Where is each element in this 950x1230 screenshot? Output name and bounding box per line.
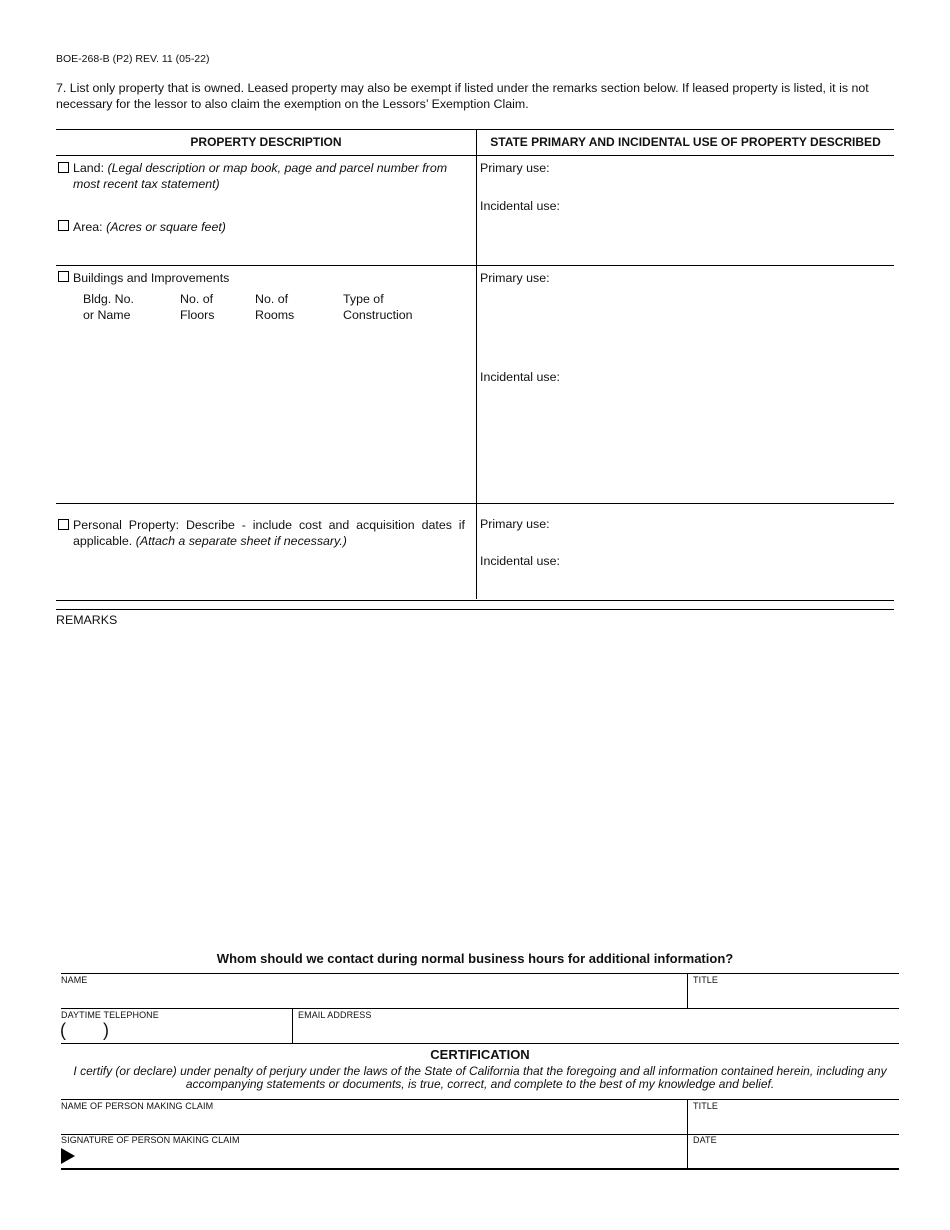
area-checkbox[interactable] [58, 220, 69, 231]
certification-title: CERTIFICATION [430, 1047, 530, 1062]
remarks-rule [56, 609, 894, 610]
email-label: EMAIL ADDRESS [298, 1010, 372, 1020]
claimant-name-label: NAME OF PERSON MAKING CLAIM [61, 1101, 214, 1111]
land-hint: (Legal description or map book, page and parcel number from most recent tax statement) [73, 161, 448, 191]
personal-incidental-use-label: Incidental use: [480, 554, 560, 568]
header-use: STATE PRIMARY AND INCIDENTAL USE OF PROPERTY DESCRIBED [490, 135, 881, 149]
buildings-incidental-use-label: Incidental use: [480, 370, 560, 384]
remarks-field[interactable] [56, 630, 894, 930]
table-divider [476, 129, 477, 599]
buildings-checkbox[interactable] [58, 271, 69, 282]
buildings-primary-use-label: Primary use: [480, 271, 550, 285]
column-bldg-name: Bldg. No. or Name [83, 292, 134, 322]
contact-title-label: TITLE [693, 975, 719, 985]
area-label: Area: (Acres or square feet) [73, 220, 226, 234]
area-hint: (Acres or square feet) [106, 220, 226, 234]
form-rule [61, 1099, 899, 1100]
date-field[interactable] [693, 1146, 898, 1168]
instruction-text: 7. List only property that is owned. Leased property may also be exempt if listed under the remarks section below. If leased property is listed, it is not necessary for the lessor to also claim the exemption on the Lessors’ Exemption Claim. [56, 81, 869, 111]
row-divider [56, 265, 894, 266]
land-label: Land: (Legal description or map book, page and parcel number from most recent tax statement) [73, 161, 448, 191]
phone-field[interactable] [70, 1021, 290, 1041]
column-floors: No. of Floors [180, 292, 215, 322]
land-primary-use-label: Primary use: [480, 161, 550, 175]
contact-name-field[interactable] [61, 986, 686, 1007]
field-divider [292, 1008, 293, 1043]
form-rule [61, 973, 899, 974]
email-field[interactable] [298, 1021, 898, 1041]
contact-question: Whom should we contact during normal business hours for additional information? [216, 951, 734, 966]
personal-property-label: Personal Property: Describe - include cost and acquisition dates if applicable. (Attach a separate sheet if necessary.) [73, 518, 465, 548]
remarks-label: REMARKS [56, 613, 118, 627]
claimant-title-field[interactable] [693, 1112, 898, 1133]
personal-property-hint: (Attach a separate sheet if necessary.) [135, 534, 347, 548]
form-bottom-rule [61, 1168, 899, 1170]
form-rule [61, 1043, 899, 1044]
phone-paren-open: ( [60, 1020, 66, 1040]
land-incidental-use-label: Incidental use: [480, 199, 560, 213]
date-label: DATE [693, 1135, 717, 1145]
claimant-name-field[interactable] [61, 1112, 686, 1133]
form-rule [61, 1008, 899, 1009]
land-checkbox[interactable] [58, 162, 69, 173]
buildings-label: Buildings and Improvements [73, 271, 230, 285]
table-header-rule [56, 155, 894, 156]
signature-field[interactable] [80, 1146, 685, 1168]
signature-arrow-icon [61, 1148, 75, 1164]
contact-name-label: NAME [61, 975, 88, 985]
row-divider [56, 503, 894, 504]
header-property-description: PROPERTY DESCRIPTION [190, 135, 342, 149]
claimant-title-label: TITLE [693, 1101, 719, 1111]
column-rooms: No. of Rooms [255, 292, 295, 322]
personal-property-checkbox[interactable] [58, 519, 69, 530]
column-construction: Type of Construction [343, 292, 413, 322]
certification-text: I certify (or declare) under penalty of perjury under the laws of the State of California that the foregoing and all information contained herein, including any accompanying statements or documents, is true, correct, and complete to the best of my knowledge and belief. [73, 1064, 887, 1091]
personal-primary-use-label: Primary use: [480, 517, 550, 531]
field-divider [687, 973, 688, 1008]
contact-title-field[interactable] [693, 986, 898, 1007]
form-number: BOE-268-B (P2) REV. 11 (05-22) [56, 53, 210, 65]
phone-label: DAYTIME TELEPHONE [61, 1010, 159, 1020]
phone-paren-close: ) [103, 1020, 109, 1040]
signature-label: SIGNATURE OF PERSON MAKING CLAIM [61, 1135, 240, 1145]
